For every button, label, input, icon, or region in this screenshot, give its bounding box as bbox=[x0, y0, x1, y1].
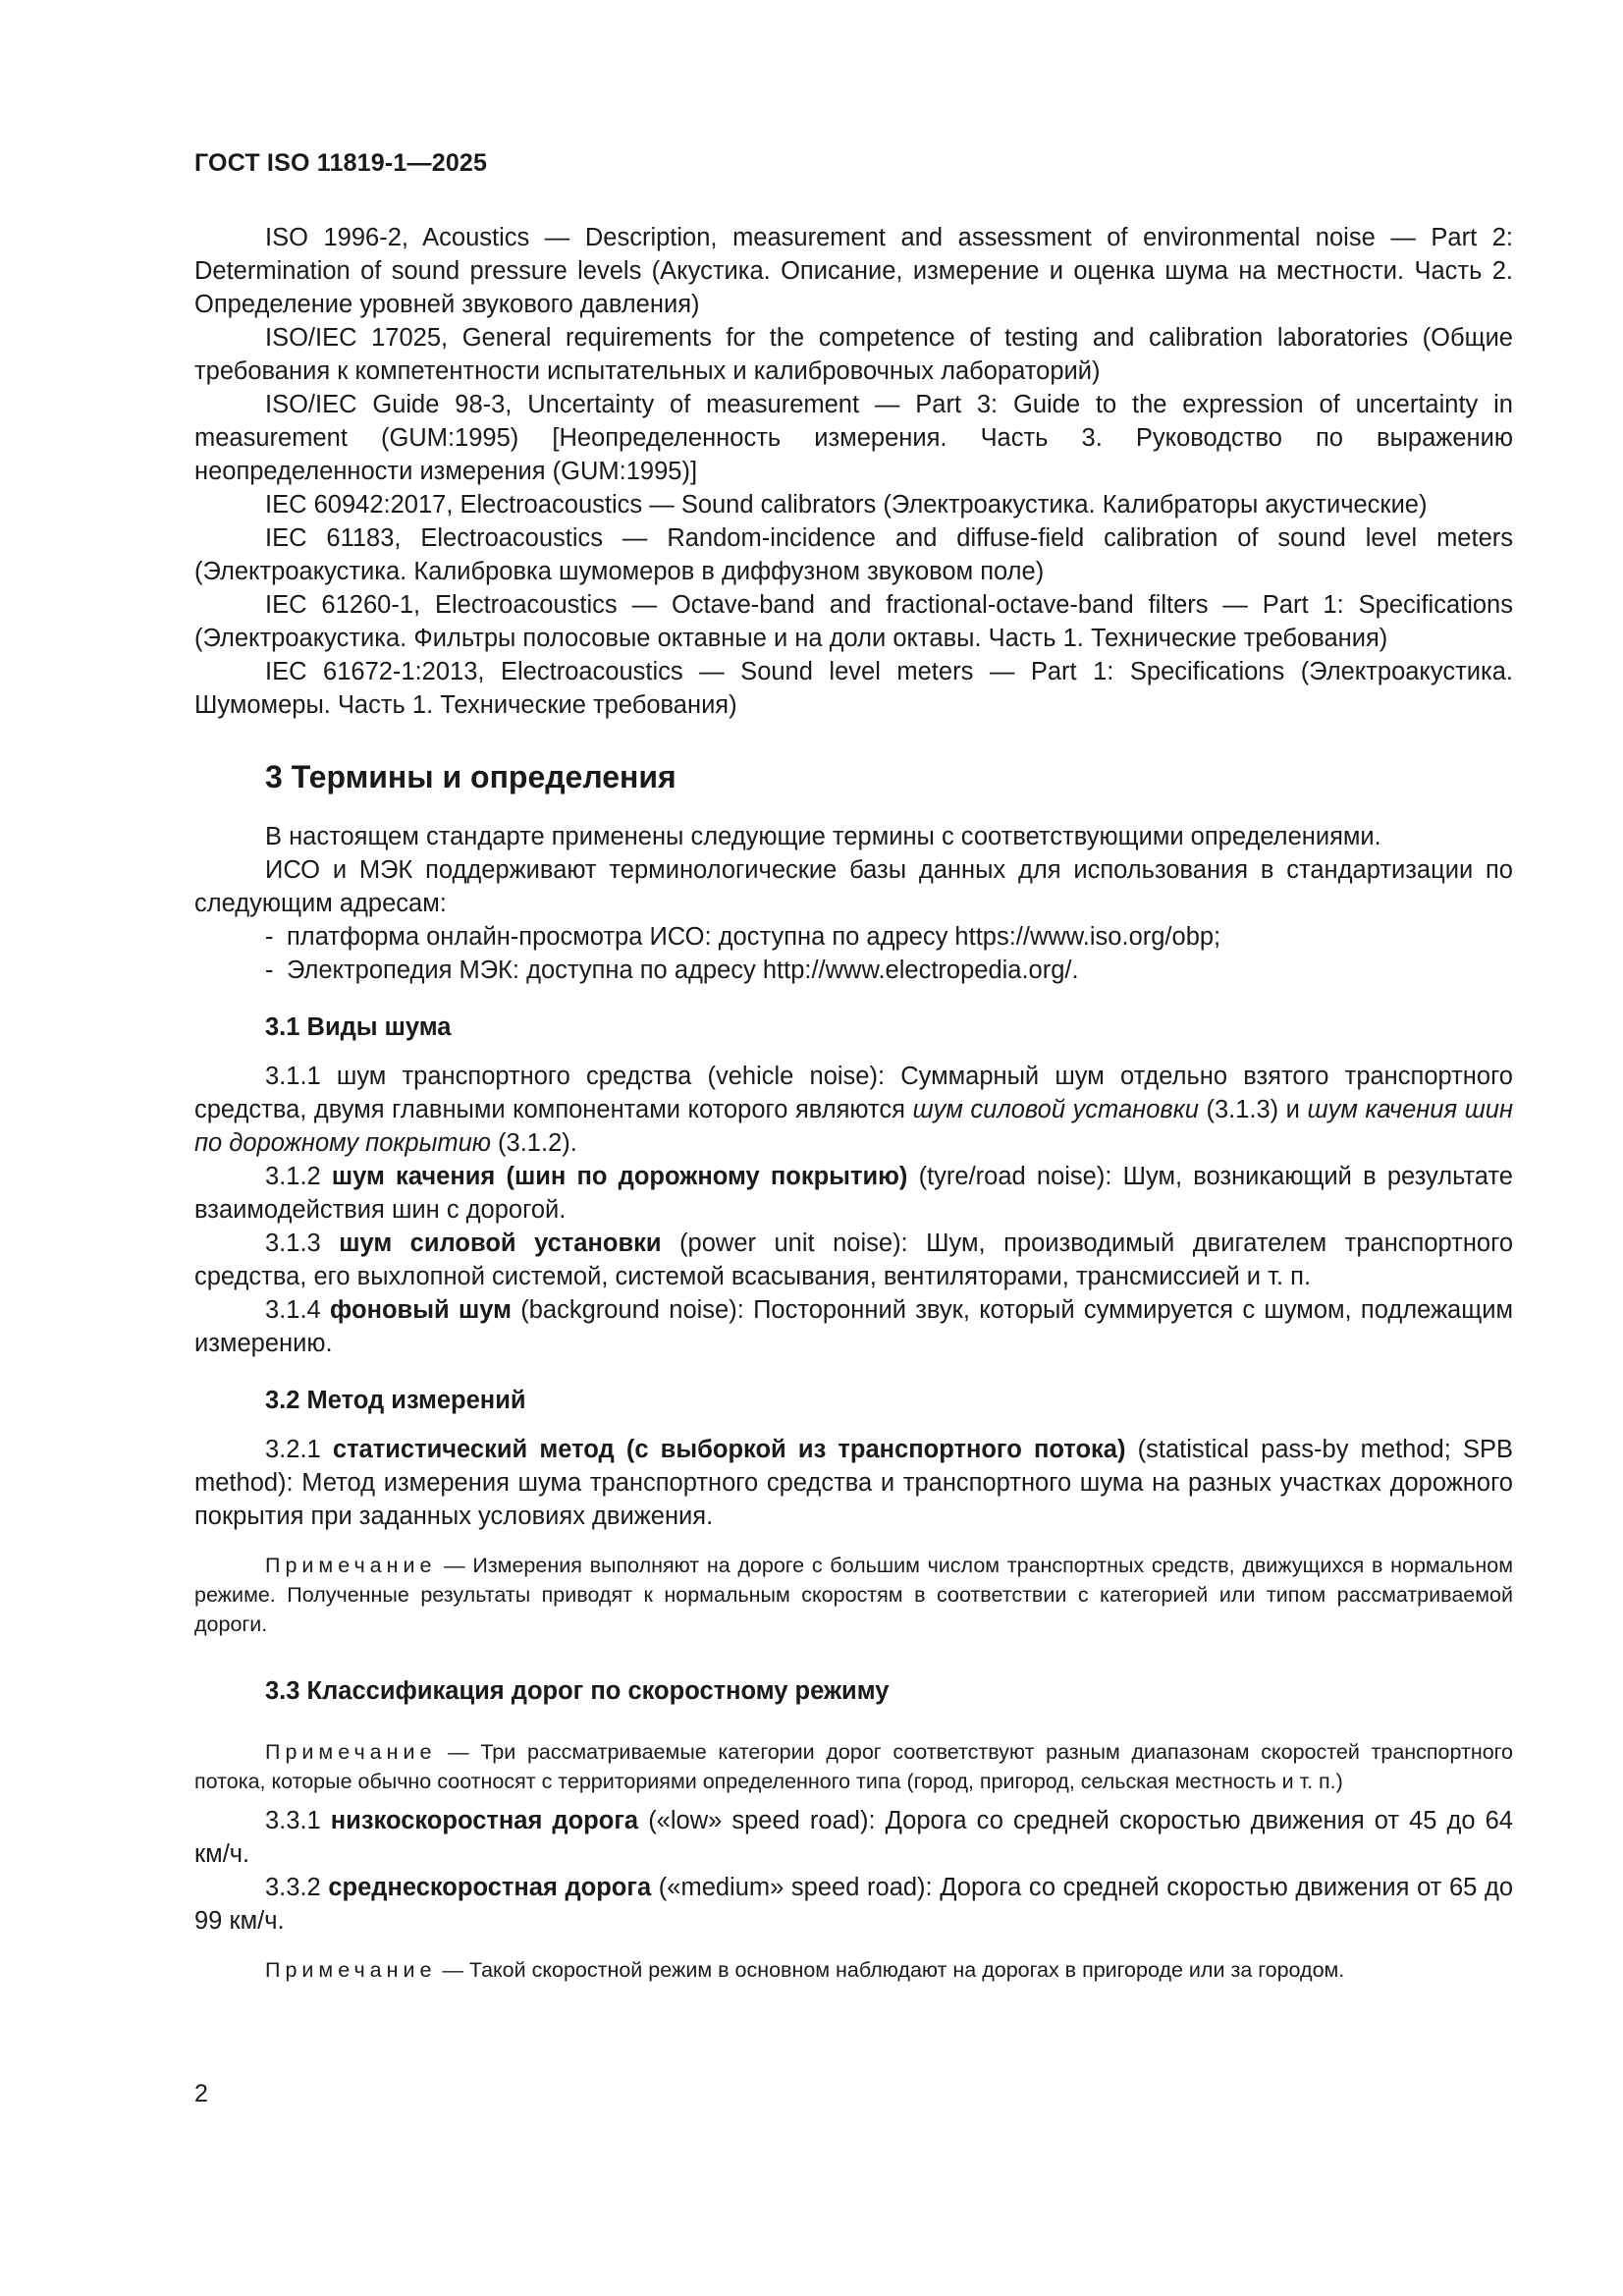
term-definition bbox=[194, 1804, 1513, 1871]
section-title: 3 Термины и определения bbox=[265, 759, 676, 794]
note-text: — Три рассматриваемые категории дорог соответствуют разным диапазонам скоростей транспортного потока, которые обычно соотносят с территориями определенного типа (город, пригород, сельская местность и т. п.) bbox=[194, 1740, 1513, 1793]
definition-text: (power unit noise): Шум, производимый двигателем транспортного средства, его выхлопной системой, системой всасывания, вентиляторами, трансмиссией и т. п. bbox=[194, 1230, 1514, 1290]
term-definition bbox=[194, 1293, 1513, 1360]
term-name: среднескоростная дорога bbox=[328, 1874, 652, 1901]
definition-text: (tyre/road noise): Шум, возникающий в результате взаимодействия шин с дорогой. bbox=[194, 1163, 1513, 1224]
term-definition bbox=[194, 1227, 1513, 1293]
note bbox=[194, 1551, 1513, 1639]
list-item-text: платформа онлайн-просмотра ИСО: доступна по адресу https://www.iso.org/obp; bbox=[287, 923, 1221, 951]
list-dash: - bbox=[265, 923, 274, 951]
definition-text: (statistical pass-by method; SPB method): Метод измерения шума транспортного средства и транспортного шума на разных участках дорожного покрытия при заданных условиях движения. bbox=[194, 1436, 1513, 1530]
definition-text: (background noise): Посторонний звук, который суммируется с шумом, подлежащим измерению. bbox=[194, 1296, 1513, 1357]
definition-text: («low» speed road): Дорога со средней скоростью движения от 45 до 64 км/ч. bbox=[194, 1807, 1513, 1868]
database-list bbox=[194, 920, 1513, 987]
term-number: 3.2.1 bbox=[265, 1436, 333, 1463]
list-item bbox=[194, 920, 1513, 954]
subsection-title: 3.3 Классификация дорог по скоростному режиму bbox=[265, 1677, 890, 1705]
list-dash: - bbox=[265, 957, 274, 984]
note-label: Примечание bbox=[265, 1740, 437, 1764]
note-label: Примечание bbox=[265, 1554, 437, 1577]
term-number: 3.1.2 bbox=[265, 1163, 332, 1190]
reference-item: ISO 1996-2, Acoustics — Description, measurement and assessment of environmental noise — Part 2: Determination of sound pressure levels (Акустика. Описание, измерение и оценка шума на местности. Часть 2. Определение уровней звукового давления) bbox=[194, 224, 1513, 318]
reference-item: IEC 61672-1:2013, Electroacoustics — Sound level meters — Part 1: Specifications (Электроакустика. Шумомеры. Часть 1. Технические требования) bbox=[194, 658, 1513, 719]
cross-reference: шум качения шин по дорожному покрытию bbox=[194, 1096, 1514, 1157]
note bbox=[194, 1737, 1513, 1796]
page-content bbox=[194, 221, 1513, 1985]
definition-text: (3.1.2). bbox=[490, 1129, 577, 1157]
term-name: статистический метод (с выборкой из транспортного потока) bbox=[332, 1436, 1126, 1463]
page-number: 2 bbox=[194, 2080, 208, 2107]
term-number: 3.3.1 bbox=[265, 1807, 331, 1834]
term-definition bbox=[194, 1871, 1513, 1938]
term-definition bbox=[194, 1160, 1513, 1227]
list-item-text: Электропедия МЭК: доступна по адресу http://www.electropedia.org/. bbox=[287, 957, 1079, 984]
definition-text: шум транспортного средства (vehicle noise): Суммарный шум отдельно взятого транспортного средства, двумя главными компонентами которого являются bbox=[194, 1063, 1513, 1123]
subsection-title: 3.1 Виды шума bbox=[265, 1013, 452, 1041]
term-number: 3.1.4 bbox=[265, 1296, 331, 1324]
reference-item: IEC 60942:2017, Electroacoustics — Sound calibrators (Электроакустика. Калибраторы акустические) bbox=[265, 491, 1428, 519]
reference-item: ISO/IEC 17025, General requirements for the competence of testing and calibration laboratories (Общие требования к компетентности испытательных и калибровочных лабораторий) bbox=[194, 324, 1513, 385]
definition-text: (3.1.3) и bbox=[1198, 1096, 1308, 1123]
note-text: — Такой скоростной режим в основном наблюдают на дорогах в пригороде или за городом. bbox=[436, 1958, 1345, 1982]
term-name: фоновый шум bbox=[330, 1296, 512, 1324]
note-text: — Измерения выполняют на дороге с большим числом транспортных средств, движущихся в нормальном режиме. Полученные результаты приводят к нормальным скоростям в соответствии с категорией или типом рассматриваемой дороги. bbox=[194, 1554, 1513, 1636]
definition-text: («medium» speed road): Дорога со средней скоростью движения от 65 до 99 км/ч. bbox=[194, 1874, 1514, 1935]
section-intro: В настоящем стандарте применены следующие термины с соответствующими определениями. bbox=[265, 823, 1381, 850]
reference-item: IEC 61260-1, Electroacoustics — Octave-band and fractional-octave-band filters — Part 1: Specifications (Электроакустика. Фильтры полосовые октавные и на доли октавы. Часть 1. Технические требования) bbox=[194, 591, 1513, 652]
section-intro: ИСО и МЭК поддерживают терминологические базы данных для использования в стандартизации по следующим адресам: bbox=[194, 856, 1513, 917]
normative-references bbox=[194, 221, 1513, 722]
term-number: 3.3.2 bbox=[265, 1874, 329, 1901]
term-name: шум силовой установки bbox=[339, 1230, 662, 1257]
reference-item: ISO/IEC Guide 98-3, Uncertainty of measurement — Part 3: Guide to the expression of uncertainty in measurement (GUM:1995) [Неопределенность измерения. Часть 3. Руководство по выражению неопределенности измерения (GUM:1995)] bbox=[194, 391, 1513, 485]
subsection-title: 3.2 Метод измерений bbox=[265, 1387, 526, 1414]
term-definition bbox=[194, 1060, 1513, 1160]
cross-reference: шум силовой установки bbox=[912, 1096, 1199, 1123]
term-number: 3.1.1 bbox=[265, 1063, 337, 1090]
note-label: Примечание bbox=[265, 1958, 437, 1982]
note bbox=[194, 1955, 1513, 1985]
term-name: низкоскоростная дорога bbox=[330, 1807, 639, 1834]
term-number: 3.1.3 bbox=[265, 1230, 340, 1257]
reference-item: IEC 61183, Electroacoustics — Random-incidence and diffuse-field calibration of sound level meters (Электроакустика. Калибровка шумомеров в диффузном звуковом поле) bbox=[194, 524, 1513, 585]
term-definition bbox=[194, 1433, 1513, 1533]
running-header: ГОСТ ISO 11819-1—2025 bbox=[194, 149, 488, 177]
list-item bbox=[194, 954, 1513, 987]
term-name: шум качения (шин по дорожному покрытию) bbox=[331, 1163, 908, 1190]
